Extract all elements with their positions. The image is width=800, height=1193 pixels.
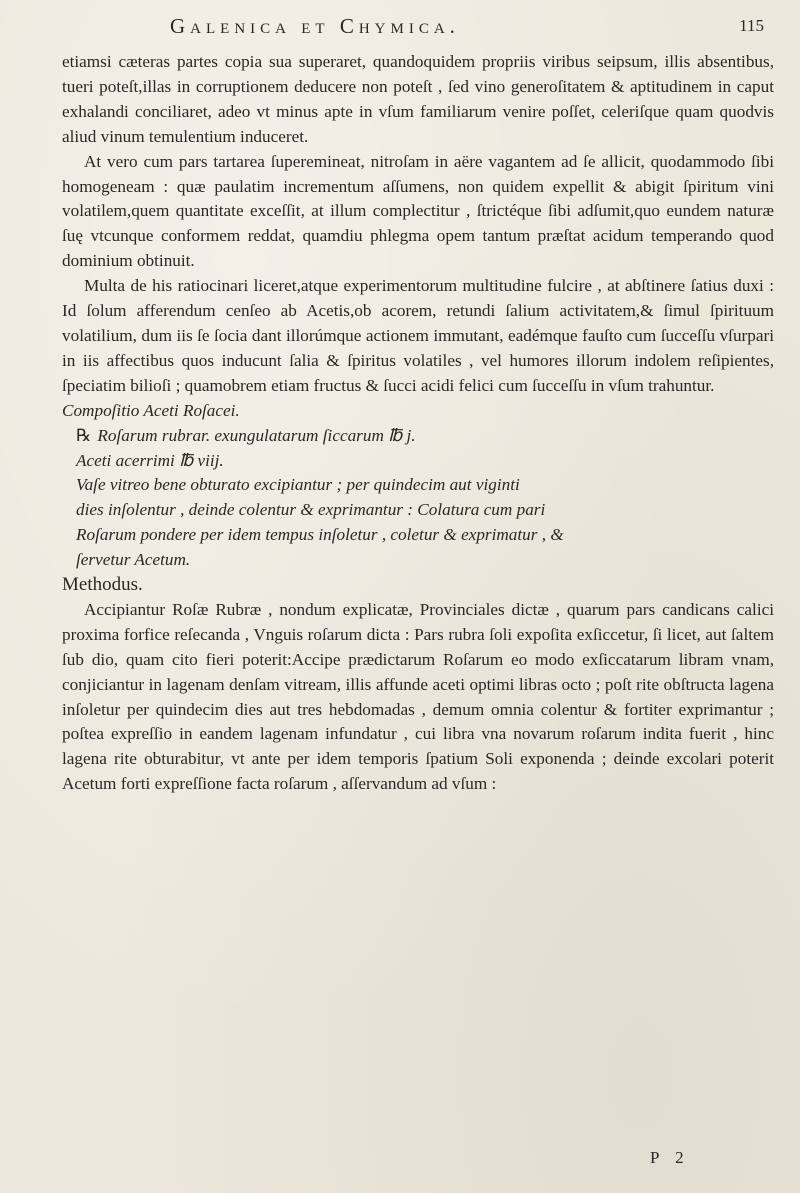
recipe-line-1-text: Roſarum rubrar. exungulatarum ſiccarum ℔ j. xyxy=(97,425,416,445)
recipe-line-3: Vaſe vitreo bene obturato excipiantur ; per quindecim aut viginti xyxy=(76,475,520,495)
main-text xyxy=(62,50,774,797)
recipe-line-1 xyxy=(62,424,774,449)
paragraph-1: etiamsi cæteras partes copia sua superaret, quandoquidem propriis viribus seipsum, illis absentibus, tueri poteſt,illas in corruptionem deducere non poteſt , ſed vino generoſitatem & aptitudinem in caput exhalandi conciliaret, adeo vt minus apte in vſum familiarum venire poſſet, celeriſque quam quodvis aliud vinum temulentium induceret. xyxy=(62,52,774,146)
method-title: Methodus. xyxy=(62,574,143,596)
recipe-line-2: Aceti acerrimi ℔ viij. xyxy=(76,450,224,470)
recipe-symbol: ℞ xyxy=(76,425,92,446)
recipe-line-4: dies inſolentur , deinde colentur & exprimantur : Colatura cum pari xyxy=(76,500,546,520)
recipe-line-5: Roſarum pondere per idem tempus inſoletur , coletur & exprimatur , & xyxy=(76,525,564,545)
recipe-line-6: ſervetur Acetum. xyxy=(76,550,191,570)
page-header xyxy=(62,12,772,52)
paragraph-2: At vero cum pars tartarea ſuperemineat, nitroſam in aëre vagantem ad ſe allicit, quodammodo ſibi homogeneam : quæ paulatim incrementum aſſumens, non quidem expellit & abigit ſpiritum vini volatilem,quem quantitate exceſſit, at illum complectitur , ſtrictéque ſibi adſumit,quo eundem naturæ ſuę vtcunque conformem reddat, quamdiu phlegma opem tantum præſtat acidum temperando quod dominium obtinuit. xyxy=(62,151,774,271)
running-head: Galenica et Chymica. xyxy=(170,14,460,38)
page-number: 115 xyxy=(739,16,764,35)
paragraph-3: Multa de his ratiocinari liceret,atque experimentorum multitudine fulcire , at abſtinere ſatius duxi : Id ſolum afferendum cenſeo ab Acetis,ob acorem, retundi ſalium activitatem,& ſimul ſpirituum volatilium, dum iis ſe ſocia dant illorúmque actionem immutant, eadémque fauſto cum ſucceſſu vſurpari in iis affectibus quos inducunt ſalia & ſpiritus volatiles , vel humores illorum indolem reſipientes, ſpeciatim bilioſi ; quamobrem etiam fructus & ſucci acidi felici cum ſucceſſu in vſum trahuntur. xyxy=(62,276,774,395)
recipe-block xyxy=(62,424,774,573)
recipe-title: Compoſitio Aceti Roſacei. xyxy=(62,400,240,420)
method-paragraph: Accipiantur Roſæ Rubræ , nondum explicatæ, Provinciales dictæ , quarum pars candicans calici proxima forfice reſecanda , Vnguis roſarum dicta : Pars rubra ſoli expoſita exſiccetur, ſi licet, aut ſaltem ſub dio, quam cito fieri poterit:Accipe prædictarum Roſarum eo modo exſiccatarum libram vnam, conjiciantur in lagenam denſam vitream, illis affunde aceti optimi libras octo ; poſt rite obſtructa lagena inſoletur per quindecim dies aut tres hebdomadas , demum omnia colentur & fortiter exprimantur ; poſtea expreſſio in eandem lagenam infundatur , cui libra vna novarum roſarum indita fuerit , hinc lagena rite obturabitur, vt ante per idem temporis ſpatium Soli exponenda ; deinde excolari poterit Acetum forti expreſſione facta roſarum , aſſervandum ad vſum : xyxy=(62,599,774,794)
catchword: P 2 xyxy=(650,1148,690,1167)
